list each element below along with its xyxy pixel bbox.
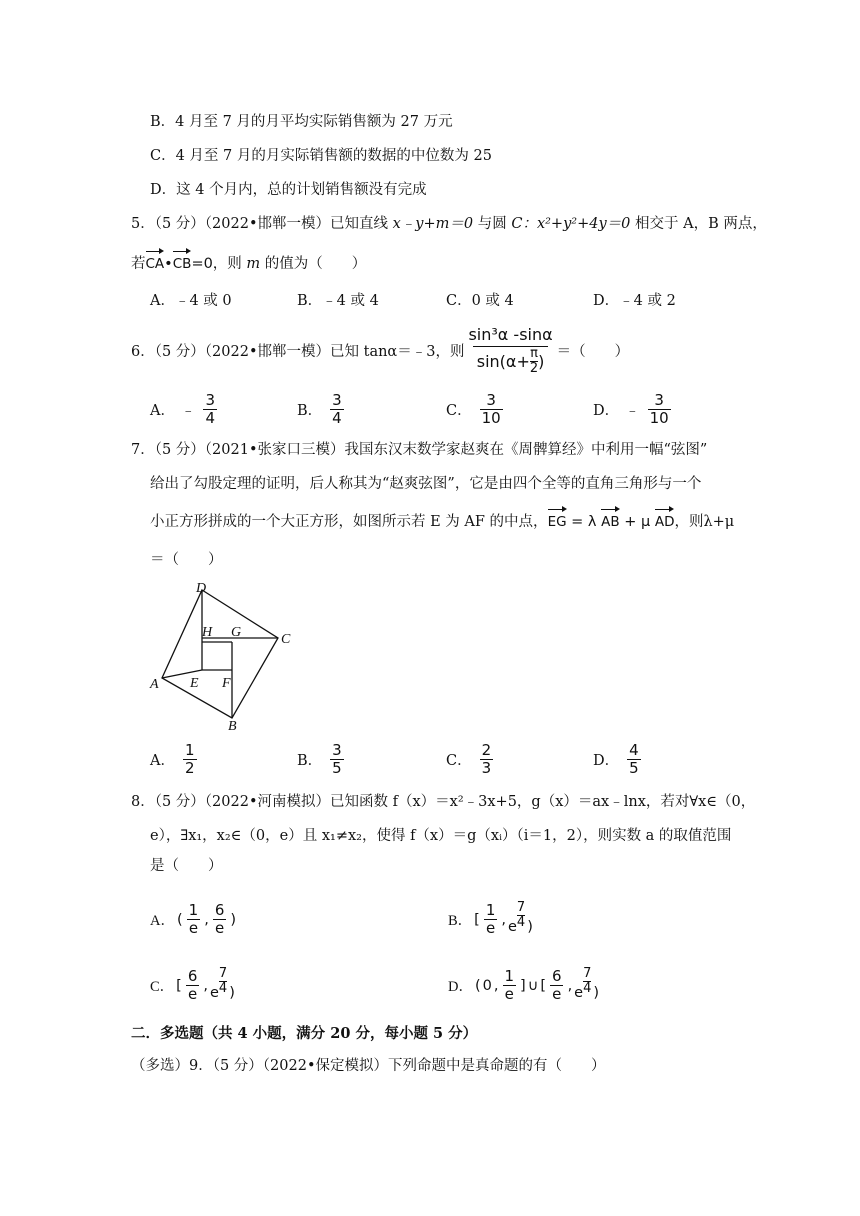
numerator: 6 bbox=[214, 901, 225, 919]
q4-option-d: D．这 4 个月内，总的计划销售额没有完成 bbox=[150, 182, 427, 198]
q6-option-b bbox=[297, 392, 346, 427]
option-label: C． bbox=[150, 979, 175, 995]
q5-suffix: 相交于 A，B 两点， bbox=[630, 216, 767, 232]
close-bracket: ] bbox=[520, 977, 526, 994]
q5-option-b: B．﹣4 或 4 bbox=[297, 293, 379, 309]
q6-denominator bbox=[473, 346, 549, 376]
option-label: D． bbox=[448, 979, 473, 995]
exponent-7-over-4 bbox=[219, 967, 227, 996]
q5-question: 的值为（ ） bbox=[260, 256, 367, 272]
q5-stem-line1 bbox=[131, 214, 767, 234]
zhao-shuang-figure bbox=[140, 578, 300, 738]
q9-stem: （多选）9．（5 分）（2022•保定模拟）下列命题中是真命题的有（ ） bbox=[131, 1058, 606, 1074]
option-label: D． bbox=[593, 753, 620, 769]
option-label: A． bbox=[150, 913, 175, 929]
comma: , bbox=[567, 977, 573, 994]
numerator: 1 bbox=[504, 967, 515, 985]
denominator: 3 bbox=[481, 759, 492, 777]
denominator: 4 bbox=[516, 914, 526, 930]
q7-option-b bbox=[297, 742, 346, 777]
denominator: e bbox=[486, 919, 496, 937]
option-label: A． bbox=[150, 753, 175, 769]
vector-eg: EG bbox=[547, 514, 567, 530]
option-label: B． bbox=[448, 913, 473, 929]
q6-numerator: sin³α -sinα bbox=[468, 325, 553, 344]
label-g: G bbox=[231, 625, 242, 640]
comma: , bbox=[203, 977, 208, 994]
q5-equals-zero: =0，则 bbox=[191, 256, 247, 272]
q5-circle-equation: C：x²+y²+4y＝0 bbox=[511, 216, 631, 232]
denominator: 5 bbox=[332, 759, 342, 777]
two: 2 bbox=[529, 361, 539, 376]
label-b: B bbox=[228, 719, 237, 734]
q7-stem-line1: 7．（5 分）（2021•张家口三模）我国东汉末数学家赵爽在《周髀算经》中利用一幅“弦图” bbox=[131, 442, 708, 458]
label-a: A bbox=[150, 677, 159, 692]
denominator: 4 bbox=[205, 409, 216, 427]
option-fraction bbox=[330, 392, 344, 427]
base-e: e bbox=[574, 984, 584, 1001]
option-fraction bbox=[203, 392, 217, 427]
option-fraction bbox=[330, 742, 344, 777]
vector-ad: AD bbox=[654, 514, 675, 530]
exponent-7-over-4 bbox=[517, 901, 525, 930]
fraction-1-over-e bbox=[503, 968, 517, 1003]
numerator: 3 bbox=[486, 391, 496, 409]
numerator: 6 bbox=[187, 967, 198, 985]
q5-prefix: 5．（5 分）（2022•邯郸一模）已知直线 bbox=[131, 216, 393, 232]
outer-square bbox=[162, 590, 278, 718]
denominator: 4 bbox=[218, 980, 228, 996]
q7-stem-line4: ＝（ ） bbox=[150, 552, 223, 568]
q8-stem-line3: 是（ ） bbox=[150, 858, 223, 874]
numerator: 1 bbox=[485, 901, 496, 919]
label-f: F bbox=[222, 676, 231, 691]
numerator: 3 bbox=[205, 391, 216, 409]
label-h: H bbox=[202, 625, 213, 640]
close-paren: ) bbox=[593, 984, 600, 1001]
q8-stem-line2: e），∃x₁，x₂∈（0，e）且 x₁≠x₂，使得 f（x）＝g（xᵢ）（i＝1，2），则实数 a 的取值范围 bbox=[150, 828, 732, 844]
q8-option-b bbox=[448, 899, 533, 937]
denominator: 5 bbox=[629, 759, 639, 777]
q7-stem-line2: 给出了勾股定理的证明，后人称其为“赵爽弦图”，它是由四个全等的直角三角形与一个 bbox=[150, 476, 702, 492]
q6-suffix: ＝（ ） bbox=[556, 343, 630, 360]
denominator: e bbox=[504, 985, 514, 1003]
fraction-6-over-e bbox=[550, 968, 564, 1003]
denominator: 4 bbox=[583, 980, 592, 996]
q5-option-d: D．﹣4 或 2 bbox=[593, 293, 676, 309]
option-label: C． bbox=[446, 753, 472, 769]
option-label: B． bbox=[297, 403, 323, 419]
q5-line-equation: x﹣y+m＝0 bbox=[392, 216, 474, 232]
denominator: 2 bbox=[184, 759, 195, 777]
vector-ab: AB bbox=[601, 514, 620, 530]
e-power bbox=[508, 899, 526, 935]
denominator: e bbox=[188, 985, 198, 1003]
numerator: 3 bbox=[332, 741, 342, 759]
numerator: 1 bbox=[188, 901, 199, 919]
option-fraction bbox=[648, 392, 671, 427]
base-e: e bbox=[508, 918, 517, 935]
q6-pi-over-2 bbox=[530, 347, 538, 376]
e-power bbox=[210, 965, 228, 1001]
label-c: C bbox=[281, 632, 291, 647]
q7-line3-post: ，则λ+μ bbox=[674, 514, 735, 530]
open-bracket: [ bbox=[176, 977, 182, 994]
close-paren: ) bbox=[229, 984, 235, 1001]
section-title-multiple-choice: 二．多选题（共 4 小题，满分 20 分，每小题 5 分） bbox=[131, 1025, 478, 1042]
q7-line3-text: 小正方形拼成的一个大正方形，如图所示若 E 为 AF 的中点， bbox=[150, 514, 548, 530]
open-bracket: [ bbox=[474, 911, 480, 928]
q5-var-m: m bbox=[246, 256, 261, 272]
option-label: D． bbox=[593, 403, 620, 419]
open-paren: ( bbox=[176, 911, 183, 928]
q8-stem-line1: 8．（5 分）（2022•河南模拟）已知函数 f（x）＝x²﹣3x+5，g（x）＝ax﹣lnx，若对∀x∈（0， bbox=[131, 794, 756, 810]
exponent-7-over-4 bbox=[583, 967, 591, 996]
numerator: 7 bbox=[516, 899, 526, 915]
q6-den-sin: sin(α+ bbox=[476, 351, 530, 371]
q4-option-c: C．4 月至 7 月的月实际销售额的数据的中位数为 25 bbox=[150, 148, 492, 164]
denominator: e bbox=[214, 919, 225, 937]
dot-product-sign: • bbox=[164, 256, 173, 272]
q7-eq-lambda: = λ bbox=[566, 514, 602, 530]
base-e: e bbox=[210, 984, 219, 1001]
denominator: 10 bbox=[649, 409, 669, 427]
denominator: 4 bbox=[332, 409, 342, 427]
q7-option-a bbox=[150, 742, 199, 777]
label-d: D bbox=[196, 581, 207, 596]
numerator: 6 bbox=[552, 967, 562, 985]
close-paren: ) bbox=[230, 911, 237, 928]
q7-option-d bbox=[593, 742, 643, 777]
q6-stem bbox=[131, 324, 629, 376]
fraction-1-over-e bbox=[484, 902, 498, 937]
q7-stem-line3 bbox=[150, 512, 734, 532]
q4-option-b: B．4 月至 7 月的月平均实际销售额为 27 万元 bbox=[150, 114, 453, 130]
label-e: E bbox=[190, 676, 199, 691]
q6-option-d bbox=[593, 392, 673, 427]
denominator: e bbox=[552, 985, 562, 1003]
union-symbol: ∪ bbox=[527, 977, 539, 994]
option-fraction bbox=[480, 392, 503, 427]
open-bracket: [ bbox=[540, 977, 547, 994]
denominator: e bbox=[188, 919, 199, 937]
q7-option-c bbox=[446, 742, 495, 777]
numerator: 2 bbox=[481, 741, 492, 759]
q8-option-d bbox=[448, 965, 600, 1003]
close-paren: ) bbox=[527, 918, 533, 935]
option-fraction bbox=[480, 742, 494, 777]
q6-den-close: ) bbox=[538, 351, 545, 371]
vector-cb: CB bbox=[172, 256, 192, 272]
numerator: 7 bbox=[218, 965, 228, 981]
q6-expression bbox=[464, 324, 556, 376]
q5-mid: 与圆 bbox=[473, 216, 512, 232]
q6-option-c bbox=[446, 392, 505, 427]
q6-option-a bbox=[150, 392, 219, 427]
vector-ca: CA bbox=[145, 256, 165, 272]
numerator: 3 bbox=[332, 391, 342, 409]
q5-if: 若 bbox=[131, 256, 146, 272]
denominator: 10 bbox=[481, 409, 501, 427]
q8-option-c bbox=[150, 965, 235, 1003]
option-label: B． bbox=[297, 753, 323, 769]
q5-option-c: C．0 或 4 bbox=[446, 293, 514, 309]
pi-symbol: π bbox=[530, 346, 538, 361]
numerator: 7 bbox=[583, 965, 592, 981]
numerator: 3 bbox=[654, 391, 664, 409]
q5-stem-line2 bbox=[131, 254, 366, 274]
fraction-6-over-e bbox=[186, 968, 200, 1003]
option-fraction bbox=[183, 742, 197, 777]
comma: , bbox=[493, 977, 499, 994]
option-fraction bbox=[627, 742, 641, 777]
fraction-1-over-e bbox=[187, 902, 201, 937]
numerator: 1 bbox=[184, 741, 195, 759]
zero: 0 bbox=[482, 977, 492, 994]
minus-sign: ﹣ bbox=[180, 403, 196, 419]
option-label: A． bbox=[150, 403, 175, 419]
fraction-6-over-e bbox=[213, 902, 227, 937]
comma: , bbox=[204, 911, 209, 928]
e-power bbox=[574, 965, 592, 1001]
numerator: 4 bbox=[629, 741, 639, 759]
comma: , bbox=[501, 911, 506, 928]
q8-option-a bbox=[150, 902, 236, 937]
minus-sign: ﹣ bbox=[625, 403, 640, 419]
open-paren: ( bbox=[474, 977, 481, 994]
q6-prefix: 6．（5 分）（2022•邯郸一模）已知 tanα＝﹣3，则 bbox=[131, 343, 465, 360]
option-label: C． bbox=[446, 403, 472, 419]
q7-plus-mu: + μ bbox=[619, 514, 655, 530]
q5-option-a: A．﹣4 或 0 bbox=[150, 293, 232, 309]
